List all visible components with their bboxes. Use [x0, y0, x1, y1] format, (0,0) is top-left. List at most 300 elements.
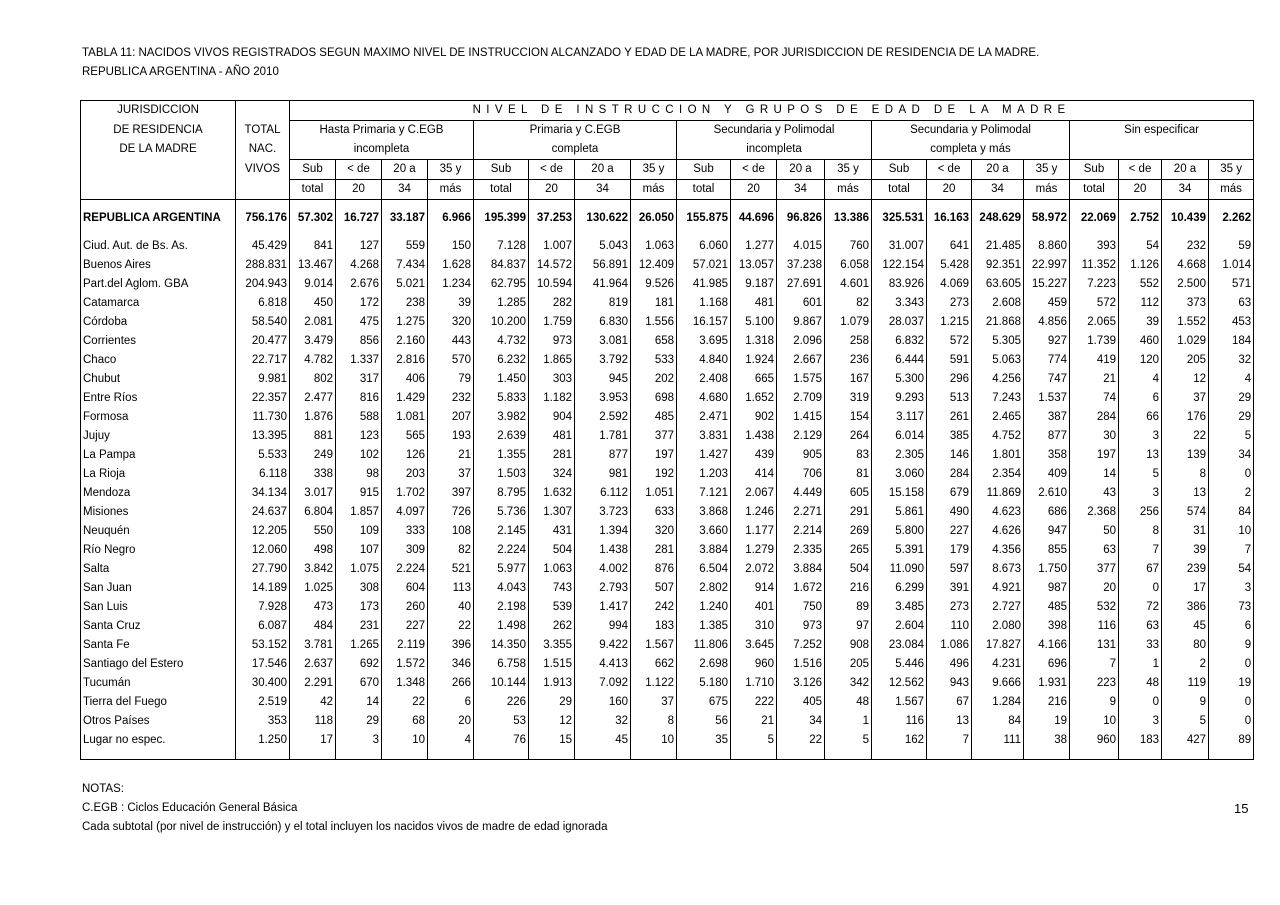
- value-cell: 1.355: [474, 446, 529, 465]
- value-cell: 414: [731, 465, 777, 484]
- value-cell: 66: [1119, 408, 1162, 427]
- value-cell: 3.842: [290, 560, 336, 579]
- value-cell: 2.802: [677, 579, 731, 598]
- value-cell: 23.084: [872, 636, 927, 655]
- value-cell: 1.759: [529, 313, 575, 332]
- value-cell: 5: [1162, 712, 1209, 731]
- value-cell: 3.479: [290, 332, 336, 351]
- value-cell: 176: [1162, 408, 1209, 427]
- value-cell: 1.438: [731, 427, 777, 446]
- value-cell: 38: [1024, 731, 1070, 750]
- value-cell: 1.234: [428, 275, 474, 294]
- value-cell: 192: [631, 465, 677, 484]
- spacer-cell: [1024, 200, 1070, 210]
- header-jurisdiccion: DE LA MADRE: [119, 143, 197, 156]
- value-cell: 2.160: [382, 332, 428, 351]
- value-cell: 2.752: [1119, 209, 1162, 228]
- value-cell: 5.021: [382, 275, 428, 294]
- spacer-cell: [972, 200, 1024, 210]
- notes-heading: NOTAS:: [82, 783, 124, 795]
- header-subcolumn: 35 y: [1209, 160, 1254, 180]
- value-cell: 2.224: [474, 541, 529, 560]
- value-cell: 1.265: [336, 636, 382, 655]
- header-row: [81, 160, 1254, 180]
- value-cell: 41.964: [575, 275, 631, 294]
- value-cell: 960: [1070, 731, 1119, 750]
- header-subcolumn: total: [872, 180, 927, 200]
- value-cell: 119: [1162, 674, 1209, 693]
- value-cell: 1.086: [927, 636, 972, 655]
- value-cell: 504: [529, 541, 575, 560]
- value-cell: 338: [290, 465, 336, 484]
- value-cell: 320: [631, 522, 677, 541]
- value-cell: 5: [825, 731, 872, 750]
- value-cell: 216: [825, 579, 872, 598]
- value-cell: 98: [336, 465, 382, 484]
- value-cell: 6.804: [290, 503, 336, 522]
- value-cell: 5.428: [927, 256, 972, 275]
- jurisdiccion-name: Tucumán: [83, 677, 131, 689]
- value-cell: 1.182: [529, 389, 575, 408]
- value-cell: 377: [1070, 560, 1119, 579]
- value-cell: 236: [825, 351, 872, 370]
- value-cell: 22: [1162, 427, 1209, 446]
- value-cell: 12: [1162, 370, 1209, 389]
- jurisdiccion-name: Chaco: [83, 354, 117, 366]
- value-cell: 533: [631, 351, 677, 370]
- header-subcolumn: Sub: [677, 160, 731, 180]
- spacer-row: [81, 200, 1254, 210]
- spacer-cell: [529, 200, 575, 210]
- value-cell: 6.087: [236, 617, 290, 636]
- value-cell: 841: [290, 237, 336, 256]
- value-cell: 1.710: [731, 674, 777, 693]
- value-cell: 216: [1024, 693, 1070, 712]
- value-cell: 22: [777, 731, 825, 750]
- value-cell: 1.240: [677, 598, 731, 617]
- header-total-blank: [236, 101, 290, 121]
- jurisdiccion-name: Córdoba: [83, 316, 128, 328]
- header-jurisdiccion: DE RESIDENCIA: [113, 123, 203, 136]
- header-subcolumn: 34: [972, 180, 1024, 200]
- value-cell: 308: [336, 579, 382, 598]
- value-cell: 207: [428, 408, 474, 427]
- value-cell: 48: [1119, 674, 1162, 693]
- value-cell: 698: [631, 389, 677, 408]
- value-cell: 5.180: [677, 674, 731, 693]
- value-cell: 5.977: [474, 560, 529, 579]
- value-cell: 10.439: [1162, 209, 1209, 228]
- value-cell: 1.450: [474, 370, 529, 389]
- spacer-cell: [872, 200, 927, 210]
- value-cell: 692: [336, 655, 382, 674]
- spacer-cell: [927, 200, 972, 210]
- value-cell: 53.152: [236, 636, 290, 655]
- value-cell: 59: [1209, 237, 1254, 256]
- value-cell: 5.533: [236, 446, 290, 465]
- value-cell: 37.238: [777, 256, 825, 275]
- value-cell: 4.002: [575, 560, 631, 579]
- value-cell: 281: [631, 541, 677, 560]
- spacer-cell: [81, 200, 236, 210]
- header-total: [236, 180, 290, 200]
- value-cell: 20.477: [236, 332, 290, 351]
- jurisdiccion-name: Buenos Aires: [83, 259, 151, 271]
- value-cell: 675: [677, 693, 731, 712]
- header-subcolumn: 20: [731, 180, 777, 200]
- spacer-cell: [575, 228, 631, 237]
- value-cell: 5: [1209, 427, 1254, 446]
- jurisdiccion-name: Entre Ríos: [83, 392, 138, 404]
- header-nivel: NIVEL DE INSTRUCCION Y GRUPOS DE EDAD DE LA MADRE: [290, 101, 1254, 121]
- value-cell: 5.736: [474, 503, 529, 522]
- value-cell: 122.154: [872, 256, 927, 275]
- spacer-cell: [825, 750, 872, 760]
- value-cell: 2.271: [777, 503, 825, 522]
- value-cell: 35: [677, 731, 731, 750]
- spacer-cell: [1209, 228, 1254, 237]
- value-cell: 4.752: [972, 427, 1024, 446]
- spacer-cell: [1209, 750, 1254, 760]
- value-cell: 1.318: [731, 332, 777, 351]
- value-cell: 258: [825, 332, 872, 351]
- table-row: [81, 294, 1254, 313]
- value-cell: 1.277: [731, 237, 777, 256]
- value-cell: 696: [1024, 655, 1070, 674]
- value-cell: 107: [336, 541, 382, 560]
- value-cell: 195.399: [474, 209, 529, 228]
- value-cell: 10: [1209, 522, 1254, 541]
- table-row: [81, 209, 1254, 228]
- value-cell: 1.628: [428, 256, 474, 275]
- spacer-cell: [1119, 228, 1162, 237]
- value-cell: 14: [1070, 465, 1119, 484]
- table-row: [81, 408, 1254, 427]
- table-row: [81, 712, 1254, 731]
- value-cell: 4.782: [290, 351, 336, 370]
- spacer-cell: [290, 228, 336, 237]
- header-subcolumn: 35 y: [428, 160, 474, 180]
- value-cell: 1.556: [631, 313, 677, 332]
- value-cell: 7.243: [972, 389, 1024, 408]
- value-cell: 591: [927, 351, 972, 370]
- value-cell: 21.868: [972, 313, 1024, 332]
- value-cell: 12.562: [872, 674, 927, 693]
- value-cell: 179: [927, 541, 972, 560]
- value-cell: 5.833: [474, 389, 529, 408]
- value-cell: 227: [382, 617, 428, 636]
- value-cell: 8: [1162, 465, 1209, 484]
- value-cell: 0: [1209, 712, 1254, 731]
- value-cell: 43: [1070, 484, 1119, 503]
- jurisdiccion-name: Tierra del Fuego: [83, 696, 167, 708]
- value-cell: 571: [1209, 275, 1254, 294]
- value-cell: 1.876: [290, 408, 336, 427]
- value-cell: 2.224: [382, 560, 428, 579]
- value-cell: 1.438: [575, 541, 631, 560]
- value-cell: 4: [1209, 370, 1254, 389]
- value-cell: 15.227: [1024, 275, 1070, 294]
- value-cell: 89: [825, 598, 872, 617]
- value-cell: 282: [529, 294, 575, 313]
- value-cell: 261: [927, 408, 972, 427]
- value-cell: 22.997: [1024, 256, 1070, 275]
- value-cell: 248.629: [972, 209, 1024, 228]
- value-cell: 1.063: [631, 237, 677, 256]
- spacer-cell: [872, 750, 927, 760]
- table-row: [81, 636, 1254, 655]
- value-cell: 181: [631, 294, 677, 313]
- header-subcolumn: 20 a: [777, 160, 825, 180]
- header-subcolumn: 34: [1162, 180, 1209, 200]
- value-cell: 570: [428, 351, 474, 370]
- value-cell: 96.826: [777, 209, 825, 228]
- value-cell: 56.891: [575, 256, 631, 275]
- value-cell: 2.080: [972, 617, 1024, 636]
- value-cell: 160: [575, 693, 631, 712]
- value-cell: 83.926: [872, 275, 927, 294]
- header-group-3: Secundaria y Polimodal: [677, 121, 872, 141]
- value-cell: 377: [631, 427, 677, 446]
- header-subcolumn: 35 y: [631, 160, 677, 180]
- value-cell: 13.467: [290, 256, 336, 275]
- jurisdiccion-name: Santa Fe: [83, 639, 130, 651]
- header-subcolumn: 20: [529, 180, 575, 200]
- value-cell: 981: [575, 465, 631, 484]
- value-cell: 284: [1070, 408, 1119, 427]
- value-cell: 226: [474, 693, 529, 712]
- spacer-cell: [428, 200, 474, 210]
- value-cell: 3.723: [575, 503, 631, 522]
- value-cell: 904: [529, 408, 575, 427]
- value-cell: 1: [825, 712, 872, 731]
- spacer-cell: [1070, 228, 1119, 237]
- value-cell: 679: [927, 484, 972, 503]
- value-cell: 2.592: [575, 408, 631, 427]
- value-cell: 12: [529, 712, 575, 731]
- value-cell: 1: [1119, 655, 1162, 674]
- value-cell: 7.128: [474, 237, 529, 256]
- value-cell: 5.800: [872, 522, 927, 541]
- value-cell: 3.868: [677, 503, 731, 522]
- value-cell: 14.189: [236, 579, 290, 598]
- spacer-cell: [1209, 200, 1254, 210]
- value-cell: 8.860: [1024, 237, 1070, 256]
- value-cell: 1.672: [777, 579, 825, 598]
- table-row: [81, 731, 1254, 750]
- value-cell: 63.605: [972, 275, 1024, 294]
- value-cell: 747: [1024, 370, 1070, 389]
- value-cell: 2.198: [474, 598, 529, 617]
- value-cell: 5.063: [972, 351, 1024, 370]
- value-cell: 3: [1119, 427, 1162, 446]
- value-cell: 109: [336, 522, 382, 541]
- spacer-cell: [336, 228, 382, 237]
- value-cell: 56: [677, 712, 731, 731]
- value-cell: 16.163: [927, 209, 972, 228]
- value-cell: 994: [575, 617, 631, 636]
- value-cell: 6.014: [872, 427, 927, 446]
- value-cell: 34.134: [236, 484, 290, 503]
- value-cell: 41.985: [677, 275, 731, 294]
- value-cell: 1.168: [677, 294, 731, 313]
- value-cell: 33: [1119, 636, 1162, 655]
- value-cell: 876: [631, 560, 677, 579]
- value-cell: 11.730: [236, 408, 290, 427]
- spacer-cell: [290, 750, 336, 760]
- value-cell: 1.739: [1070, 332, 1119, 351]
- header-group-2: Primaria y C.EGB: [474, 121, 677, 141]
- value-cell: 816: [336, 389, 382, 408]
- value-cell: 391: [927, 579, 972, 598]
- header-subcolumn: 34: [382, 180, 428, 200]
- value-cell: 2.519: [236, 693, 290, 712]
- value-cell: 877: [575, 446, 631, 465]
- spacer-cell: [631, 200, 677, 210]
- table-row: [81, 465, 1254, 484]
- jurisdiccion-name: San Juan: [83, 582, 132, 594]
- value-cell: 3.953: [575, 389, 631, 408]
- value-cell: 450: [290, 294, 336, 313]
- value-cell: 574: [1162, 503, 1209, 522]
- header-subcolumn: 34: [777, 180, 825, 200]
- value-cell: 123: [336, 427, 382, 446]
- value-cell: 58.540: [236, 313, 290, 332]
- value-cell: 550: [290, 522, 336, 541]
- spacer-cell: [428, 750, 474, 760]
- table-row: [81, 484, 1254, 503]
- value-cell: 760: [825, 237, 872, 256]
- value-cell: 13.057: [731, 256, 777, 275]
- value-cell: 5.305: [972, 332, 1024, 351]
- value-cell: 167: [825, 370, 872, 389]
- value-cell: 1.279: [731, 541, 777, 560]
- value-cell: 0: [1119, 579, 1162, 598]
- value-cell: 3.831: [677, 427, 731, 446]
- value-cell: 0: [1119, 693, 1162, 712]
- value-cell: 8.673: [972, 560, 1024, 579]
- header-subcolumn: total: [1070, 180, 1119, 200]
- value-cell: 1.924: [731, 351, 777, 370]
- value-cell: 21: [1070, 370, 1119, 389]
- value-cell: 231: [336, 617, 382, 636]
- value-cell: 319: [825, 389, 872, 408]
- value-cell: 6.232: [474, 351, 529, 370]
- value-cell: 2.465: [972, 408, 1024, 427]
- value-cell: 2.305: [872, 446, 927, 465]
- value-cell: 39: [1119, 313, 1162, 332]
- table-row: [81, 598, 1254, 617]
- value-cell: 63: [1070, 541, 1119, 560]
- value-cell: 1.246: [731, 503, 777, 522]
- value-cell: 7: [927, 731, 972, 750]
- header-subcolumn: Sub: [872, 160, 927, 180]
- value-cell: 1.552: [1162, 313, 1209, 332]
- value-cell: 113: [428, 579, 474, 598]
- spacer-cell: [382, 228, 428, 237]
- header-group-1: incompleta: [290, 140, 474, 160]
- value-cell: 2.072: [731, 560, 777, 579]
- value-cell: 4.840: [677, 351, 731, 370]
- table-row: [81, 427, 1254, 446]
- value-cell: 50: [1070, 522, 1119, 541]
- value-cell: 1.572: [382, 655, 428, 674]
- value-cell: 17: [290, 731, 336, 750]
- table-row: [81, 674, 1254, 693]
- value-cell: 4.732: [474, 332, 529, 351]
- value-cell: 264: [825, 427, 872, 446]
- value-cell: 42: [290, 693, 336, 712]
- value-cell: 150: [428, 237, 474, 256]
- spacer-cell: [290, 200, 336, 210]
- header-subcolumn: 20 a: [972, 160, 1024, 180]
- spacer-cell: [236, 228, 290, 237]
- spacer-cell: [529, 750, 575, 760]
- value-cell: 291: [825, 503, 872, 522]
- value-cell: 4: [428, 731, 474, 750]
- value-cell: 3: [1209, 579, 1254, 598]
- value-cell: 496: [927, 655, 972, 674]
- value-cell: 13.395: [236, 427, 290, 446]
- value-cell: 227: [927, 522, 972, 541]
- value-cell: 5.300: [872, 370, 927, 389]
- value-cell: 4.043: [474, 579, 529, 598]
- value-cell: 2: [1209, 484, 1254, 503]
- jurisdiccion-name: Neuquén: [83, 525, 130, 537]
- value-cell: 205: [825, 655, 872, 674]
- header-subcolumn: < de: [927, 160, 972, 180]
- value-cell: 4.623: [972, 503, 1024, 522]
- value-cell: 30: [1070, 427, 1119, 446]
- value-cell: 39: [1162, 541, 1209, 560]
- value-cell: 3.792: [575, 351, 631, 370]
- spacer-cell: [336, 200, 382, 210]
- value-cell: 686: [1024, 503, 1070, 522]
- value-cell: 1.025: [290, 579, 336, 598]
- jurisdiccion-name: Lugar no espec.: [83, 734, 166, 746]
- value-cell: 475: [336, 313, 382, 332]
- value-cell: 33.187: [382, 209, 428, 228]
- value-cell: 4.069: [927, 275, 972, 294]
- value-cell: 317: [336, 370, 382, 389]
- value-cell: 3: [1119, 484, 1162, 503]
- value-cell: 45: [1162, 617, 1209, 636]
- value-cell: 7.928: [236, 598, 290, 617]
- value-cell: 3.117: [872, 408, 927, 427]
- value-cell: 12.060: [236, 541, 290, 560]
- value-cell: 266: [428, 674, 474, 693]
- value-cell: 401: [731, 598, 777, 617]
- value-cell: 1.081: [382, 408, 428, 427]
- value-cell: 111: [972, 731, 1024, 750]
- value-cell: 485: [1024, 598, 1070, 617]
- value-cell: 9.666: [972, 674, 1024, 693]
- value-cell: 3: [1119, 712, 1162, 731]
- value-cell: 987: [1024, 579, 1070, 598]
- value-cell: 4.626: [972, 522, 1024, 541]
- spacer-cell: [825, 200, 872, 210]
- value-cell: 81: [825, 465, 872, 484]
- value-cell: 5: [731, 731, 777, 750]
- spacer-cell: [1162, 200, 1209, 210]
- value-cell: 12.409: [631, 256, 677, 275]
- spacer-row: [81, 750, 1254, 760]
- value-cell: 588: [336, 408, 382, 427]
- header-subcolumn: total: [290, 180, 336, 200]
- value-cell: 13: [1162, 484, 1209, 503]
- value-cell: 26.050: [631, 209, 677, 228]
- value-cell: 1.801: [972, 446, 1024, 465]
